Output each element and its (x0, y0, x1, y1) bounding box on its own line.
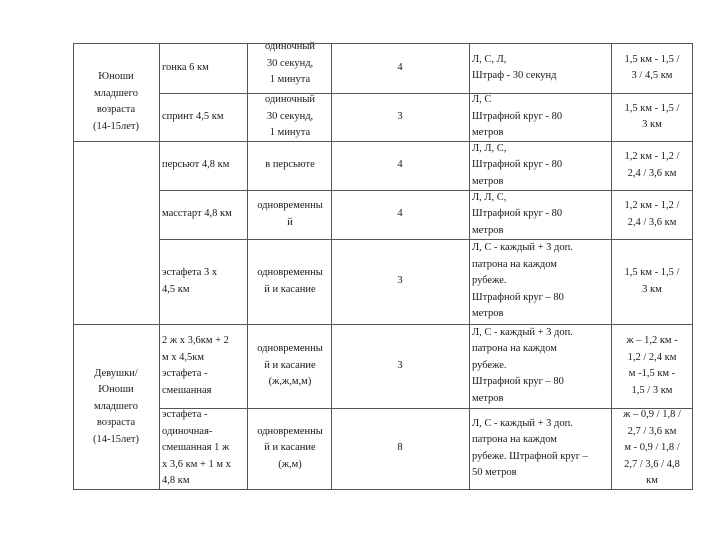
start-type: одновременны й и касание (ж,м) (257, 425, 323, 470)
shooting-sequence: Л, С - каждый + 3 доп. патрона на каждом рубеже. Штрафной круг – 80 метров (472, 326, 573, 404)
start-type: одновременны й и касание (257, 267, 323, 295)
start-type: одиночный 30 секунд, 1 минута (264, 94, 316, 139)
firing-lines-count: 8 (397, 442, 403, 454)
group-junior-boys: Юноши младшего возраста (14-15лет) (93, 71, 139, 132)
race-name: 2 ж х 3,6км + 2 м х 4,5км эстафета - смешанная (162, 335, 229, 396)
loop-distances: 1,5 км - 1,5 / 3 км (624, 102, 680, 130)
shooting-sequence: Л, Л, С, Штрафной круг - 80 метров (472, 191, 563, 236)
race-name: спринт 4,5 км (162, 110, 224, 122)
loop-distances: 1,2 км - 1,2 / 2,4 / 3,6 км (624, 200, 680, 228)
start-type: в персьюте (265, 159, 315, 171)
race-name: персьют 4,8 км (162, 159, 230, 171)
firing-lines-count: 3 (397, 359, 403, 371)
shooting-sequence: Л, С - каждый + 3 доп. патрона на каждом рубеже. Штрафной круг – 50 метров (472, 417, 588, 478)
firing-lines-count: 4 (397, 208, 403, 220)
loop-distances: 1,2 км - 1,2 / 2,4 / 3,6 км (624, 151, 680, 179)
race-name: эстафета 3 х 4,5 км (162, 267, 218, 295)
group-junior-girls-boys: Девушки/ Юноши младшего возраста (14-15лет) (93, 367, 139, 445)
competition-table (73, 43, 693, 490)
race-name: эстафета - одиночная- смешанная 1 ж х 3,6 км + 1 м х 4,8 км (162, 409, 231, 487)
firing-lines-count: 3 (397, 110, 403, 122)
shooting-sequence: Л, С - каждый + 3 доп. патрона на каждом рубеже. Штрафной круг – 80 метров (472, 242, 573, 320)
firing-lines-count: 4 (397, 159, 403, 171)
race-name: гонка 6 км (162, 61, 209, 73)
shooting-sequence: Л, Л, С, Штрафной круг - 80 метров (472, 142, 563, 187)
start-type: одиночный 30 секунд, 1 минута (264, 41, 316, 86)
start-type: одновременны й и касание (ж,ж,м,м) (257, 343, 323, 388)
start-type: одновременны й (257, 200, 323, 228)
column-divider (159, 43, 160, 490)
shooting-sequence: Л, С, Л, Штраф - 30 секунд (472, 53, 557, 81)
loop-distances: ж – 0,9 / 1,8 / 2,7 / 3,6 км м - 0,9 / 1,8 / 2,7 / 3,6 / 4,8 км (623, 409, 681, 487)
firing-lines-count: 3 (397, 275, 403, 287)
loop-distances: 1,5 км - 1,5 / 3 / 4,5 км (624, 53, 680, 81)
loop-distances: ж – 1,2 км - 1,2 / 2,4 км м -1,5 км - 1,5 / 3 км (626, 335, 678, 396)
race-name: масстарт 4,8 км (162, 208, 232, 220)
shooting-sequence: Л, С Штрафной круг - 80 метров (472, 94, 563, 139)
firing-lines-count: 4 (397, 61, 403, 73)
column-divider (469, 43, 470, 490)
table-border-right (692, 43, 693, 490)
loop-distances: 1,5 км - 1,5 / 3 км (624, 267, 680, 295)
